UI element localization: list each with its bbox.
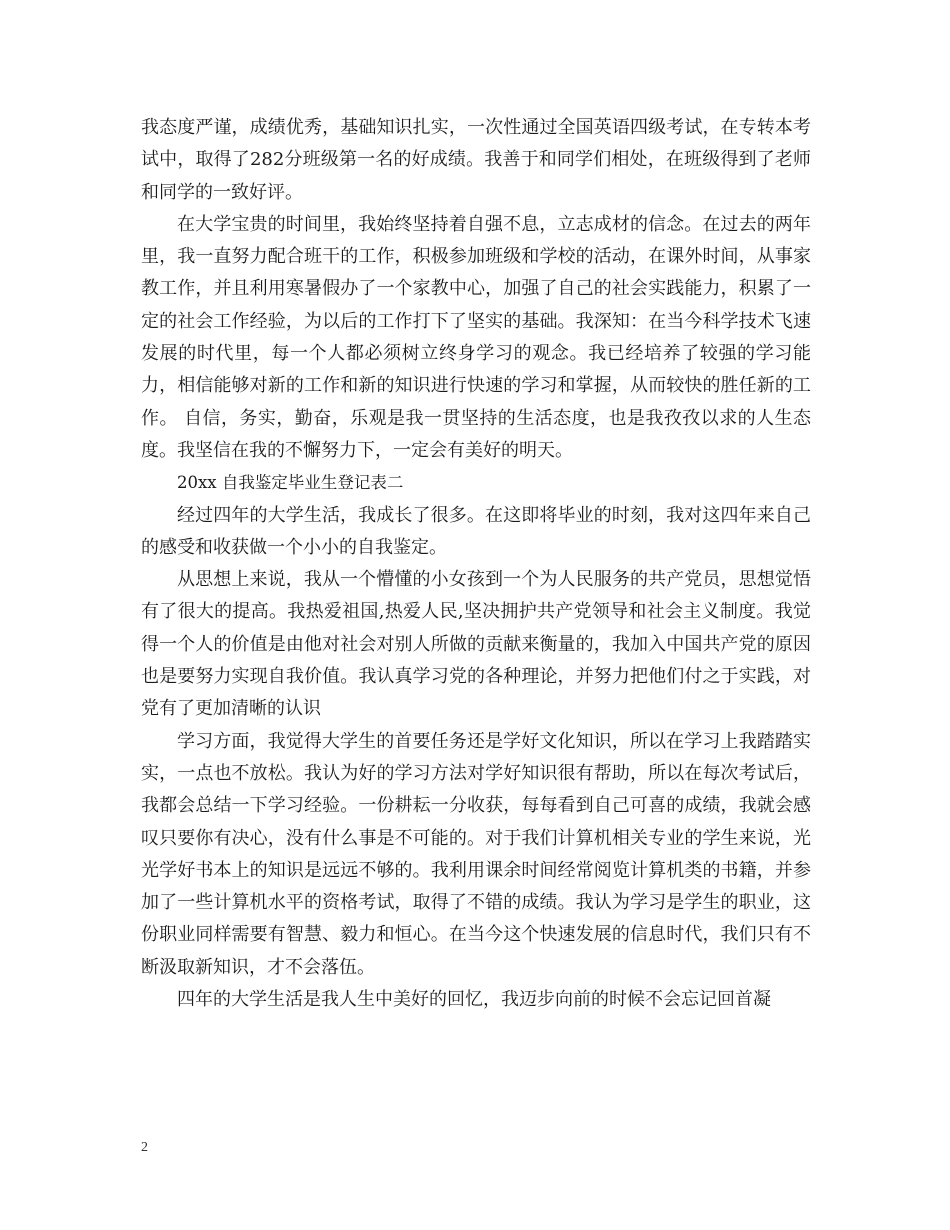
paragraph-5: 学习方面，我觉得大学生的首要任务还是学好文化知识，所以在学习上我踏踏实实，一点也不放松。我认为好的学习方法对学好知识很有帮助，所以在每次考试后，我都会总结一下学习经验。一份耕耘一分收获，每每看到自己可喜的成绩，我就会感叹只要你有决心，没有什么事是不可能的。对于我们计算机相关专业的学生来说，光光学好书本上的知识是远远不够的。我利用课余时间经常阅览计算机类的书籍，并参加了一些计算机水平的资格考试，取得了不错的成绩。我认为学习是学生的职业，这份职业同样需要有智慧、毅力和恒心。在当今这个快速发展的信息时代，我们只有不断汲取新知识，才不会落伍。 bbox=[141, 730, 811, 978]
paragraph-3: 经过四年的大学生活，我成长了很多。在这即将毕业的时刻，我对这四年来自己的感受和收获做一个小小的自我鉴定。 bbox=[141, 504, 811, 558]
paragraph-2: 在大学宝贵的时间里，我始终坚持着自强不息，立志成材的信念。在过去的两年里，我一直努力配合班干的工作，积极参加班级和学校的活动，在课外时间，从事家教工作，并且利用寒暑假办了一个家教中心，加强了自己的社会实践能力，积累了一定的社会工作经验，为以后的工作打下了坚实的基础。我深知：在当今科学技术飞速发展的时代里，每一个人都必须树立终身学习的观念。我已经培养了较强的学习能力，相信能够对新的工作和新的知识进行快速的学习和掌握，从而较快的胜任新的工作。 自信，务实，勤奋，乐观是我一贯坚持的生活态度，也是我孜孜以求的人生态度。我坚信在我的不懈努力下，一定会有美好的明天。 bbox=[141, 213, 811, 461]
section-heading: 20xx 自我鉴定毕业生登记表二 bbox=[177, 473, 404, 493]
paragraph-4: 从思想上来说，我从一个懵懂的小女孩到一个为人民服务的共产党员，思想觉悟有了很大的提高。我热爱祖国,热爱人民,坚决拥护共产党领导和社会主义制度。我觉得一个人的价值是由他对社会对别人所做的贡献来衡量的，我加入中国共产党的原因也是要努力实现自我价值。我认真学习党的各种理论，并努力把他们付之于实践，对党有了更加清晰的认识 bbox=[141, 569, 811, 720]
paragraph-1: 我态度严谨，成绩优秀，基础知识扎实，一次性通过全国英语四级考试，在专转本考试中，取得了282分班级第一名的好成绩。我善于和同学们相处，在班级得到了老师和同学的一致好评。 bbox=[141, 117, 811, 203]
paragraph-6: 四年的大学生活是我人生中美好的回忆，我迈步向前的时候不会忘记回首凝 bbox=[177, 989, 771, 1011]
document-body bbox=[141, 112, 811, 1016]
page-number: 2 bbox=[141, 1140, 148, 1155]
